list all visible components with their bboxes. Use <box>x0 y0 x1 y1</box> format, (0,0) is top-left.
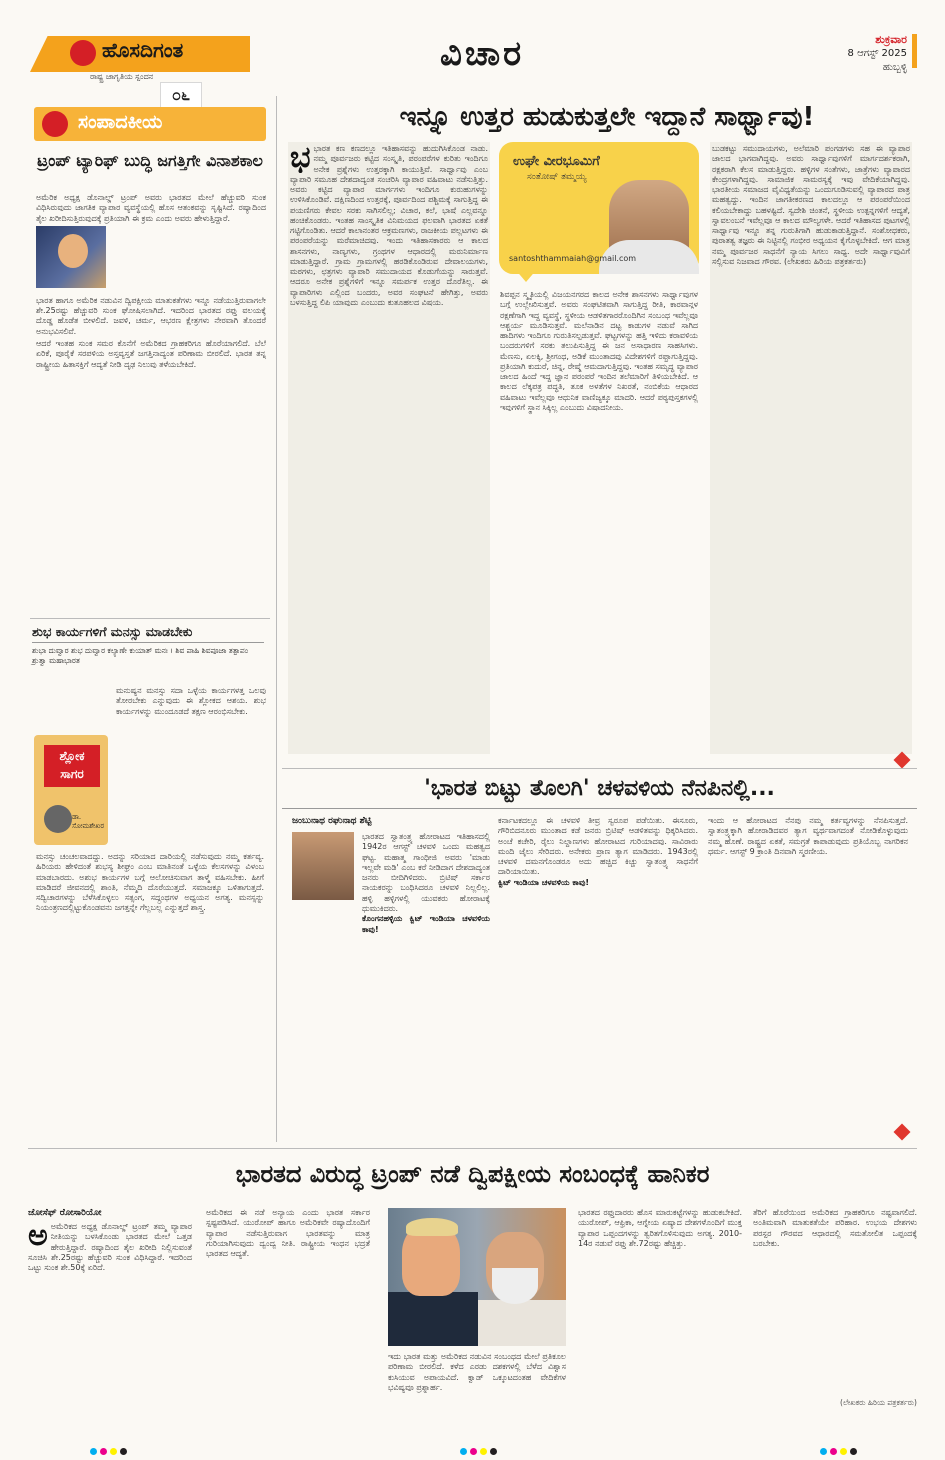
editorial-emblem-icon <box>42 111 68 137</box>
divider <box>28 1148 917 1149</box>
accent-bar <box>912 34 917 68</box>
trump-photo <box>36 226 106 288</box>
magenta-mark-icon <box>470 1448 477 1455</box>
day-label: ಶುಕ್ರವಾರ <box>875 33 907 46</box>
trump-modi-photo <box>388 1208 566 1346</box>
cyan-mark-icon <box>90 1448 97 1455</box>
black-mark-icon <box>490 1448 497 1455</box>
logo-text: ಹೊಸದಿಗಂತ <box>102 38 184 62</box>
shloka-title[interactable]: ಶುಭ ಕಾರ್ಯಗಳಿಗೆ ಮನಸ್ಸು ಮಾಡಬೇಕು <box>32 624 193 639</box>
article-column <box>362 832 490 1132</box>
page-number: ೦೬ <box>160 82 202 108</box>
editorial-banner-label: ಸಂಪಾದಕೀಯ <box>78 111 163 133</box>
divider <box>32 642 264 643</box>
cyan-mark-icon <box>460 1448 467 1455</box>
article-column <box>498 816 698 1132</box>
shloka-sagara-badge <box>44 745 100 787</box>
editorial-paragraph: ಅಮೆರಿಕ ಅಧ್ಯಕ್ಷ ಡೊನಾಲ್ಡ್ ಟ್ರಂಪ್ ಅವರು ಭಾರತದ ಮೇಲೆ ಹೆಚ್ಚುವರಿ ಸುಂಕ ವಿಧಿಸಿರುವುದು ಜಾಗತಿಕ ವ್ಯಾಪಾರ ವ್ಯವಸ್ಥೆಯಲ್ಲಿ ಹೊಸ ಆತಂಕವನ್ನು ಸೃಷ್ಟಿಸಿದೆ. ರಷ್ಯಾದಿಂದ ತೈಲ ಖರೀದಿಸುತ್ತಿರುವುದಕ್ಕೆ ಪ್ರತಿಯಾಗಿ ಈ ಕ್ರಮ ಎಂದು ಅವರು ಹೇಳುತ್ತಿದ್ದಾರೆ. <box>36 193 266 223</box>
article-author: ಜಂಬುನಾಥ ರಘುನಾಥ ಶೆಟ್ಟಿ <box>292 816 372 826</box>
column-text: ಅಮೆರಿಕದ ಅಧ್ಯಕ್ಷ ಡೊನಾಲ್ಡ್ ಟ್ರಂಪ್ ತಮ್ಮ ವ್ಯಾಪಾರ ನೀತಿಯನ್ನು ಬಳಸಿಕೊಂಡು ಭಾರತದ ಮೇಲೆ ಒತ್ತಡ ಹೇರುತ್ತಿದ್ದಾರೆ. ರಷ್ಯಾದಿಂದ ತೈಲ ಖರೀದಿ ನಿಲ್ಲಿಸುವಂತೆ ಸೂಚಿಸಿ ಶೇ.25ರಷ್ಟು ಹೆಚ್ಚುವರಿ ಸುಂಕ ವಿಧಿಸಿದ್ದಾರೆ. ಇದರಿಂದ ಒಟ್ಟು ಸುಂಕ ಶೇ.50ಕ್ಕೆ ಏರಿದೆ. <box>28 1222 192 1273</box>
shloka-verse: ಶುಭಾ ದುವ್ವಾರ ಶುಭ ದುವ್ವಾರ ಕಲ್ಯಾಣೇ ಕುಯಾತ್ ಮನಃ । ಶಿವ ಪಾಹಿ ಶಿವಪೂಜಾ ತತ್ಪಾಪಂ ಶ್ರುತ್ವಾ ಮಹಾಭಾರತ <box>32 646 249 665</box>
yellow-mark-icon <box>480 1448 487 1455</box>
column-divider <box>276 96 277 1142</box>
shloka-body: ಮನುಷ್ಯನ ಮನಸ್ಸು ಸದಾ ಒಳ್ಳೆಯ ಕಾರ್ಯಗಳತ್ತ ಒಲವು ತೋರಬೇಕು ಎನ್ನುವುದು ಈ ಶ್ಲೋಕದ ಆಶಯ. ಶುಭ ಕಾರ್ಯಗಳನ್ನು ಮುಂದೂಡದೆ ತಕ್ಷಣ ಆರಂಭಿಸಬೇಕು. <box>116 686 266 716</box>
print-color-marks <box>820 1440 880 1450</box>
article-subhead: ಕೊಂಗನಹಳ್ಳಿಯ ಕ್ವಿಟ್ ಇಂಡಿಯಾ ಚಳವಳಿಯ ಕಾವು! <box>362 914 490 934</box>
columnist-name: ಸಂತೋಷ್ ತಮ್ಮಯ್ಯ <box>527 172 587 182</box>
drop-cap: ಭ <box>290 140 311 175</box>
end-ornament-icon <box>894 752 911 769</box>
article-column: ಇದು ಭಾರತ ಮತ್ತು ಅಮೆರಿಕದ ನಡುವಿನ ಸಂಬಂಧದ ಮೇಲೆ ಪ್ರತಿಕೂಲ ಪರಿಣಾಮ ಬೀರಲಿದೆ. ಕಳೆದ ಎರಡು ದಶಕಗಳಲ್ಲಿ ಬೆಳೆದ ವಿಶ್ವಾಸ ಕುಸಿಯುವ ಅಪಾಯವಿದೆ. ಕ್ವಾಡ್ ಒಕ್ಕೂಟದಂತಹ ವೇದಿಕೆಗಳ ಭವಿಷ್ಯವೂ ಪ್ರಶ್ನಾರ್ಹ. <box>388 1352 566 1392</box>
columnist-card <box>499 142 699 274</box>
author-photo <box>292 832 354 900</box>
article-column: ಇಂದು ಆ ಹೋರಾಟದ ನೆನಪು ನಮ್ಮ ಕರ್ತವ್ಯಗಳನ್ನು ನೆನಪಿಸುತ್ತದೆ. ಸ್ವಾತಂತ್ರ್ಯಕ್ಕಾಗಿ ಹೋರಾಡಿದವರ ತ್ಯಾಗ ವ್ಯರ್ಥವಾಗದಂತೆ ನೋಡಿಕೊಳ್ಳುವುದು ನಮ್ಮ ಹೊಣೆ. ರಾಷ್ಟ್ರದ ಏಕತೆ, ಸಮಗ್ರತೆ ಕಾಪಾಡುವುದು ಪ್ರತಿಯೊಬ್ಬ ನಾಗರಿಕನ ಧರ್ಮ. ಆಗಸ್ಟ್ 9 ಕ್ರಾಂತಿ ದಿನವಾಗಿ ಸ್ಮರಣೀಯ. <box>708 816 908 856</box>
yellow-mark-icon <box>110 1448 117 1455</box>
article-column: ತೆರಿಗೆ ಹೊರೆಯಿಂದ ಅಮೆರಿಕದ ಗ್ರಾಹಕರಿಗೂ ನಷ್ಟವಾಗಲಿದೆ. ಅಂತಿಮವಾಗಿ ಮಾತುಕತೆಯೇ ಪರಿಹಾರ. ಉಭಯ ದೇಶಗಳು ಪರಸ್ಪರ ಗೌರವದ ಆಧಾರದಲ್ಲಿ ಸಮತೋಲಿತ ಒಪ್ಪಂದಕ್ಕೆ ಬರಬೇಕು. <box>753 1208 917 1248</box>
divider <box>282 768 917 769</box>
article-sarthavaahu <box>282 96 917 766</box>
author-avatar <box>44 805 72 833</box>
editorial-banner <box>34 107 266 141</box>
column-text: ಭಾರತ ಕಣ ಕಣದಲ್ಲೂ ಇತಿಹಾಸವನ್ನು ಹುದುಗಿಸಿಕೊಂಡ ನಾಡು. ನಮ್ಮ ಪೂರ್ವಜರು ಕಟ್ಟಿದ ಸಂಸ್ಕೃತಿ, ಪರಂಪರೆಗಳ ಕುರಿತು ಇಂದಿಗೂ ಅನೇಕ ಪ್ರಶ್ನೆಗಳು ಉತ್ತರಕ್ಕಾಗಿ ಕಾಯುತ್ತಿವೆ. ಸಾರ್ಥ್ವಾವು ಎಂಬ ವ್ಯಾಪಾರಿ ಸಮೂಹ ದೇಶದಾದ್ಯಂತ ಸಂಚರಿಸಿ ವ್ಯಾಪಾರ ವಹಿವಾಟು ನಡೆಸುತ್ತಿತ್ತು. ಅವರು ಕಟ್ಟಿದ ವ್ಯಾಪಾರ ಮಾರ್ಗಗಳು ಇಂದಿಗೂ ಕುರುಹುಗಳನ್ನು ಉಳಿಸಿಕೊಂಡಿವೆ. ದಕ್ಷಿಣದಿಂದ ಉತ್ತರಕ್ಕೆ, ಪೂರ್ವದಿಂದ ಪಶ್ಚಿಮಕ್ಕೆ ಸಾಗುತ್ತಿದ್ದ ಈ ಪಯಣಿಗರು ಕೇವಲ ಸರಕು ಸಾಗಿಸಲಿಲ್ಲ; ವಿಚಾರ, ಕಲೆ, ಭಾಷೆ ಎಲ್ಲವನ್ನೂ ಹಂಚಿಕೊಂಡರು. ಇಂತಹ ಸಾಂಸ್ಕೃತಿಕ ವಿನಿಮಯದ ಫಲವಾಗಿ ಭಾರತದ ಏಕತೆ ಗಟ್ಟಿಗೊಂಡಿತು. ಆದರೆ ಕಾಲಾನಂತರ ಆಕ್ರಮಣಗಳು, ರಾಜಕೀಯ ಪಲ್ಲಟಗಳು ಈ ಪರಂಪರೆಯನ್ನು ಮರೆಮಾಚಿದವು. ಇಂದು ಇತಿಹಾಸಕಾರರು ಆ ಕಾಲದ ಶಾಸನಗಳು, ನಾಣ್ಯಗಳು, ಗ್ರಂಥಗಳ ಆಧಾರದಲ್ಲಿ ಮರುನಿರ್ಮಾಣ ಮಾಡುತ್ತಿದ್ದಾರೆ. ಗ್ರಾಮ ಗ್ರಾಮಗಳಲ್ಲಿ ಹರಡಿಕೊಂಡಿರುವ ದೇವಾಲಯಗಳು, ಮಠಗಳು, ಛತ್ರಗಳು ವ್ಯಾಪಾರಿ ಸಮುದಾಯದ ಕೊಡುಗೆಯನ್ನು ಸಾರುತ್ತವೆ. ಆದರೂ ಅನೇಕ ಪ್ರಶ್ನೆಗಳಿಗೆ ಇನ್ನೂ ಸಮರ್ಪಕ ಉತ್ತರ ದೊರೆತಿಲ್ಲ. ಈ ವ್ಯಾಪಾರಿಗಳು ಎಲ್ಲಿಂದ ಬಂದರು, ಅವರ ಸಂಘಟನೆ ಹೇಗಿತ್ತು, ಅವರು ಬಳಸುತ್ತಿದ್ದ ಲಿಪಿ ಯಾವುದು ಎಂಬುದು ಕುತೂಹಲದ ವಿಷಯ. <box>290 144 488 307</box>
shloka-author: ಡಾ. ಸೋಮಶೇಖರ <box>72 813 105 830</box>
beard-shape <box>492 1268 538 1304</box>
editorial-body <box>36 193 266 372</box>
badge-line: ಶ್ಲೋಕ <box>59 749 85 763</box>
drop-cap: ಅ <box>28 1218 48 1253</box>
bubble-tail <box>514 268 538 282</box>
date-label: 8 ಆಗಸ್ಟ್ 2025 <box>847 48 907 59</box>
column-name: ಉಘೇ ವೀರಭೂಮಿಗೆ <box>513 154 600 169</box>
article-footnote: (ಲೇಖಕರು ಹಿರಿಯ ಪತ್ರಕರ್ತರು) <box>840 1398 917 1407</box>
shloka-sagara-box <box>34 735 108 845</box>
print-color-marks <box>460 1440 520 1450</box>
print-color-marks <box>90 1440 150 1450</box>
editorial-paragraph: ಭಾರತ ಹಾಗೂ ಅಮೆರಿಕ ನಡುವಿನ ದ್ವಿಪಕ್ಷೀಯ ಮಾತುಕತೆಗಳು ಇನ್ನೂ ನಡೆಯುತ್ತಿರುವಾಗಲೇ ಶೇ.25ರಷ್ಟು ಹೆಚ್ಚುವರಿ ಸುಂಕ ಘೋಷಿಸಲಾಗಿದೆ. ಇದರಿಂದ ಭಾರತದ ರಫ್ತು ವಲಯಕ್ಕೆ ದೊಡ್ಡ ಹೊಡೆತ ಬೀಳಲಿದೆ. ಜವಳಿ, ಚರ್ಮ, ಆಭರಣ ಕ್ಷೇತ್ರಗಳು ನೇರವಾಗಿ ತೊಂದರೆ ಅನುಭವಿಸಲಿವೆ. <box>36 295 266 336</box>
article-column: ಬುಡಕಟ್ಟು ಸಮುದಾಯಗಳು, ಅಲೆಮಾರಿ ಪಂಗಡಗಳು ಸಹ ಈ ವ್ಯಾಪಾರ ಜಾಲದ ಭಾಗವಾಗಿದ್ದವು. ಅವರು ಸಾರ್ಥ್ವಾವುಗಳಿಗೆ ಮಾರ್ಗದರ್ಶಕರಾಗಿ, ರಕ್ಷಕರಾಗಿ ಕೆಲಸ ಮಾಡುತ್ತಿದ್ದರು. ಹಳ್ಳಿಗಳ ಸಂತೆಗಳು, ಜಾತ್ರೆಗಳು ವ್ಯಾಪಾರದ ಕೇಂದ್ರಗಳಾಗಿದ್ದವು. ಸಾಮಾಜಿಕ ಸಾಮರಸ್ಯಕ್ಕೆ ಇವು ವೇದಿಕೆಯಾಗಿದ್ದವು. ಭಾರತೀಯ ಸಮಾಜದ ವೈವಿಧ್ಯತೆಯನ್ನು ಒಂದುಗೂಡಿಸುವಲ್ಲಿ ವ್ಯಾಪಾರದ ಪಾತ್ರ ಮಹತ್ವದ್ದು. ಇಂದಿನ ಜಾಗತೀಕರಣದ ಕಾಲದಲ್ಲೂ ಆ ಪರಂಪರೆಯಿಂದ ಕಲಿಯಬೇಕಾದ್ದು ಬಹಳಷ್ಟಿದೆ. ಸ್ವದೇಶಿ ಚಿಂತನೆ, ಸ್ಥಳೀಯ ಉತ್ಪನ್ನಗಳಿಗೆ ಆದ್ಯತೆ, ಸ್ವಾವಲಂಬನೆ ಇವೆಲ್ಲವೂ ಆ ಕಾಲದ ಮೌಲ್ಯಗಳೇ. ಆದರೆ ಇತಿಹಾಸದ ಪುಟಗಳಲ್ಲಿ ಸಾರ್ಥ್ವಾವು ಇನ್ನೂ ತನ್ನ ಗುರುತಿಗಾಗಿ ಹುಡುಕಾಡುತ್ತಿದ್ದಾನೆ. ಸಂಶೋಧಕರು, ಪುರಾತತ್ವ ತಜ್ಞರು ಈ ನಿಟ್ಟಿನಲ್ಲಿ ಗಂಭೀರ ಅಧ್ಯಯನ ಕೈಗೊಳ್ಳಬೇಕಿದೆ. ಆಗ ಮಾತ್ರ ನಮ್ಮ ಪೂರ್ವಜರ ಸಾಧನೆಗೆ ನ್ಯಾಯ ಸಿಗಲು ಸಾಧ್ಯ. ಅದೇ ಸಾರ್ಥ್ವಾವುವಿಗೆ ಸಲ್ಲಿಸುವ ನಿಜವಾದ ಗೌರವ. (ಲೇಖಕರು ಹಿರಿಯ ಪತ್ರಕರ್ತರು) <box>710 142 912 754</box>
editorial-paragraph: ಆದರೆ ಇಂತಹ ಸುಂಕ ಸಮರ ಕೊನೆಗೆ ಅಮೆರಿಕದ ಗ್ರಾಹಕರಿಗೂ ಹೊರೆಯಾಗಲಿದೆ. ಬೆಲೆ ಏರಿಕೆ, ಪೂರೈಕೆ ಸರಪಳಿಯ ಅಸ್ತವ್ಯಸ್ತತೆ ಜಗತ್ತಿನಾದ್ಯಂತ ಪರಿಣಾಮ ಬೀರಲಿದೆ. ಭಾರತ ತನ್ನ ರಾಷ್ಟ್ರೀಯ ಹಿತಾಸಕ್ತಿಗೆ ಆದ್ಯತೆ ನೀಡಿ ದೃಢ ನಿಲುವು ತಳೆಯಬೇಕಿದೆ. <box>36 339 266 369</box>
yellow-mark-icon <box>840 1448 847 1455</box>
article-subhead: ಕ್ವಿಟ್ ಇಂಡಿಯಾ ಚಳವಳಿಯ ಕಾವು! <box>498 877 590 887</box>
logo-emblem-icon <box>70 40 96 66</box>
article-author: ಜೋಸೆಫ್ ರೋಸಾರಿಯೋ <box>28 1208 102 1218</box>
shloka-section <box>28 620 270 1145</box>
magenta-mark-icon <box>100 1448 107 1455</box>
shloka-body-continued: ಮನಸ್ಸು ಚಂಚಲವಾದದ್ದು. ಅದನ್ನು ಸರಿಯಾದ ದಾರಿಯಲ್ಲಿ ನಡೆಸುವುದು ನಮ್ಮ ಕರ್ತವ್ಯ. ಹಿರಿಯರು ಹೇಳಿದಂತೆ ಶುಭಸ್ಯ ಶೀಘ್ರಂ ಎಂಬ ಮಾತಿನಂತೆ ಒಳ್ಳೆಯ ಕೆಲಸಗಳನ್ನು ವಿಳಂಬ ಮಾಡಬಾರದು. ಅಶುಭ ಕಾರ್ಯಗಳ ಬಗ್ಗೆ ಆಲೋಚಿಸುವಾಗ ತಾಳ್ಮೆ ವಹಿಸಬೇಕು. ಹೀಗೆ ಮಾಡಿದರೆ ಜೀವನದಲ್ಲಿ ಶಾಂತಿ, ನೆಮ್ಮದಿ ದೊರೆಯುತ್ತದೆ. ಸಮಾಜಕ್ಕೂ ಒಳಿತಾಗುತ್ತದೆ. ಸದ್ವಿಚಾರಗಳನ್ನು ಬೆಳೆಸಿಕೊಳ್ಳಲು ಸತ್ಸಂಗ, ಸದ್ಗ್ರಂಥಗಳ ಅಧ್ಯಯನ ಅಗತ್ಯ. ಮನಸ್ಸನ್ನು ನಿಯಂತ್ರಣದಲ್ಲಿಟ್ಟುಕೊಂಡವನು ಜಗತ್ತನ್ನೇ ಗೆಲ್ಲಬಲ್ಲ ಎನ್ನುತ್ತದೆ ಶಾಸ್ತ್ರ. <box>36 852 264 913</box>
magenta-mark-icon <box>830 1448 837 1455</box>
badge-line: ಸಾಗರ <box>60 767 84 781</box>
masthead <box>0 0 945 104</box>
article-column <box>28 1218 192 1382</box>
column-text: ಕರ್ನಾಟಕದಲ್ಲೂ ಈ ಚಳವಳಿ ತೀವ್ರ ಸ್ವರೂಪ ಪಡೆಯಿತು. ಈಸೂರು, ಗೌರಿಬಿದನೂರು ಮುಂತಾದ ಕಡೆ ಜನರು ಬ್ರಿಟಿಷ್ ಆಡಳಿತವನ್ನು ಧಿಕ್ಕರಿಸಿದರು. ಅಂಚೆ ಕಚೇರಿ, ರೈಲು ನಿಲ್ದಾಣಗಳು ಹೋರಾಟದ ಗುರಿಯಾದವು. ಸಾವಿರಾರು ಮಂದಿ ಜೈಲು ಸೇರಿದರು. ಅನೇಕರು ಪ್ರಾಣ ತ್ಯಾಗ ಮಾಡಿದರು. 1943ರಲ್ಲಿ ಚಳವಳಿ ದಮನಗೊಂಡರೂ ಅದು ಹಚ್ಚಿದ ಕಿಚ್ಚು ಸ್ವಾತಂತ್ರ್ಯ ಸಾಧನೆಗೆ ದಾರಿಯಾಯಿತು. <box>498 816 698 877</box>
article-column: ಭಾರತದ ರಫ್ತುದಾರರು ಹೊಸ ಮಾರುಕಟ್ಟೆಗಳನ್ನು ಹುಡುಕಬೇಕಿದೆ. ಯುರೋಪ್, ಆಫ್ರಿಕಾ, ಆಗ್ನೇಯ ಏಷ್ಯಾದ ದೇಶಗಳೊಂದಿಗೆ ಮುಕ್ತ ವ್ಯಾಪಾರ ಒಪ್ಪಂದಗಳನ್ನು ತ್ವರಿತಗೊಳಿಸುವುದು ಅಗತ್ಯ. 2010-14ರ ನಡುವೆ ರಫ್ತು ಶೇ.72ರಷ್ಟು ಹೆಚ್ಚಿತ್ತು. <box>578 1208 742 1248</box>
section-title: ವಿಚಾರ <box>440 34 525 74</box>
city-label: ಹುಬ್ಬಳ್ಳಿ <box>882 62 907 73</box>
article-headline[interactable]: ಇನ್ನೂ ಉತ್ತರ ಹುಡುಕುತ್ತಲೇ ಇದ್ದಾನೆ ಸಾರ್ಥ್ವಾವು! <box>399 102 815 132</box>
columnist-email[interactable]: santoshthammaiah@gmail.com <box>509 254 637 263</box>
editorial-headline[interactable]: ಟ್ರಂಪ್ ಟ್ಯಾರಿಫ್ ಬುದ್ಧಿ ಜಗತ್ತಿಗೇ ವಿನಾಶಕಾಲ <box>37 151 263 170</box>
editorial-photo-slot <box>36 226 266 296</box>
newspaper-logo[interactable] <box>30 28 250 104</box>
black-mark-icon <box>120 1448 127 1455</box>
column-text: ಭಾರತದ ಸ್ವಾತಂತ್ರ್ಯ ಹೋರಾಟದ ಇತಿಹಾಸದಲ್ಲಿ 1942ರ ಆಗಸ್ಟ್ ಚಳವಳಿ ಒಂದು ಮಹತ್ವದ ಘಟ್ಟ. ಮಹಾತ್ಮ ಗಾಂಧೀಜಿ ಅವರು 'ಮಾಡು ಇಲ್ಲವೇ ಮಡಿ' ಎಂಬ ಕರೆ ನೀಡಿದಾಗ ದೇಶದಾದ್ಯಂತ ಜನರು ಬೀದಿಗಿಳಿದರು. ಬ್ರಿಟಿಷ್ ಸರ್ಕಾರ ನಾಯಕರನ್ನು ಬಂಧಿಸಿದರೂ ಚಳವಳಿ ನಿಲ್ಲಲಿಲ್ಲ. ಹಳ್ಳಿ ಹಳ್ಳಿಗಳಲ್ಲಿ ಯುವಕರು ಹೋರಾಟಕ್ಕೆ ಧುಮುಕಿದರು. <box>362 832 490 914</box>
article-headline[interactable]: ಭಾರತದ ವಿರುದ್ಧ ಟ್ರಂಪ್ ನಡೆ ದ್ವಿಪಕ್ಷೀಯ ಸಂಬಂಧಕ್ಕೆ ಹಾನಿಕರ <box>235 1160 710 1188</box>
kurta-shape <box>478 1300 566 1346</box>
article-headline[interactable]: 'ಭಾರತ ಬಿಟ್ಟು ತೊಲಗಿ' ಚಳವಳಿಯ ನೆನಪಿನಲ್ಲಿ... <box>424 776 775 801</box>
divider <box>282 808 917 809</box>
article-column: ಶಿವಪ್ಪನ ಸ್ಮೃತಿಯಲ್ಲಿ ವಿಜಯನಗರದ ಕಾಲದ ಅನೇಕ ಶಾಸನಗಳು ಸಾರ್ಥ್ವಾವುಗಳ ಬಗ್ಗೆ ಉಲ್ಲೇಖಿಸುತ್ತವೆ. ಅವರು ಸಂಘಟಿತವಾಗಿ ಸಾಗುತ್ತಿದ್ದ ರೀತಿ, ಕಾರವಾನ್ಗಳ ರಕ್ಷಣೆಗಾಗಿ ಇದ್ದ ವ್ಯವಸ್ಥೆ, ಸ್ಥಳೀಯ ಆಡಳಿತಗಾರರೊಂದಿಗಿನ ಸಂಬಂಧ ಇವೆಲ್ಲವೂ ಆಶ್ಚರ್ಯ ಮೂಡಿಸುತ್ತವೆ. ಮಲೆನಾಡಿನ ದಟ್ಟ ಕಾಡುಗಳ ನಡುವೆ ಸಾಗಿದ ಹಾದಿಗಳು ಇಂದಿಗೂ ಗುರುತಿಸಲ್ಪಡುತ್ತವೆ. ಘಟ್ಟಗಳನ್ನು ಹತ್ತಿ ಇಳಿದು ಕರಾವಳಿಯ ಬಂದರುಗಳಿಗೆ ಸರಕು ತಲುಪಿಸುತ್ತಿದ್ದ ಈ ಜನ ಅಸಾಧಾರಣ ಸಾಹಸಿಗಳು. ಮೆಣಸು, ಏಲಕ್ಕಿ, ಶ್ರೀಗಂಧ, ಅಡಿಕೆ ಮುಂತಾದವು ವಿದೇಶಗಳಿಗೆ ರಫ್ತಾಗುತ್ತಿದ್ದವು. ಪ್ರತಿಯಾಗಿ ಕುದುರೆ, ಚಿನ್ನ, ರೇಷ್ಮೆ ಆಮದಾಗುತ್ತಿದ್ದವು. ಇಂತಹ ಸಮೃದ್ಧ ವ್ಯಾಪಾರ ಜಾಲದ ಹಿಂದೆ ಇದ್ದ ಜ್ಞಾನ ಪರಂಪರೆ ಇಂದಿನ ತಲೆಮಾರಿಗೆ ತಿಳಿಯಬೇಕಿದೆ. ಆ ಕಾಲದ ಲೆಕ್ಕಪತ್ರ ಪದ್ಧತಿ, ತೂಕ ಅಳತೆಗಳ ನಿಖರತೆ, ನಂಬಿಕೆಯ ಆಧಾರದ ವಹಿವಾಟು ಇವೆಲ್ಲವೂ ಆಧುನಿಕ ವಾಣಿಜ್ಯಕ್ಕೂ ಮಾದರಿ. ಆದರೆ ಪಠ್ಯಪುಸ್ತಕಗಳಲ್ಲಿ ಇವುಗಳಿಗೆ ಸ್ಥಾನ ಸಿಕ್ಕಿಲ್ಲ ಎಂಬುದು ವಿಷಾದನೀಯ. <box>500 290 698 412</box>
article-trump-move <box>28 1150 917 1428</box>
article-column <box>288 142 490 754</box>
suit-shape <box>388 1292 478 1346</box>
black-mark-icon <box>850 1448 857 1455</box>
editorial-section <box>28 95 270 615</box>
hair-shape <box>406 1218 458 1236</box>
cyan-mark-icon <box>820 1448 827 1455</box>
divider <box>30 618 270 619</box>
article-column: ಅಮೆರಿಕದ ಈ ನಡೆ ಅನ್ಯಾಯ ಎಂದು ಭಾರತ ಸರ್ಕಾರ ಸ್ಪಷ್ಟಪಡಿಸಿದೆ. ಯುರೋಪ್ ಹಾಗೂ ಅಮೆರಿಕವೇ ರಷ್ಯಾದೊಂದಿಗೆ ವ್ಯಾಪಾರ ನಡೆಸುತ್ತಿರುವಾಗ ಭಾರತವನ್ನು ಮಾತ್ರ ಗುರಿಯಾಗಿಸುವುದು ದ್ವಂದ್ವ ನೀತಿ. ರಾಷ್ಟ್ರೀಯ ಇಂಧನ ಭದ್ರತೆ ಭಾರತದ ಆದ್ಯತೆ. <box>206 1208 370 1259</box>
dateline <box>815 33 907 75</box>
article-quit-india <box>282 772 917 1142</box>
face-shape <box>58 234 88 268</box>
logo-tagline: ರಾಷ್ಟ್ರ ಜಾಗೃತಿಯ ಸ್ಪಂದನ <box>90 72 154 81</box>
